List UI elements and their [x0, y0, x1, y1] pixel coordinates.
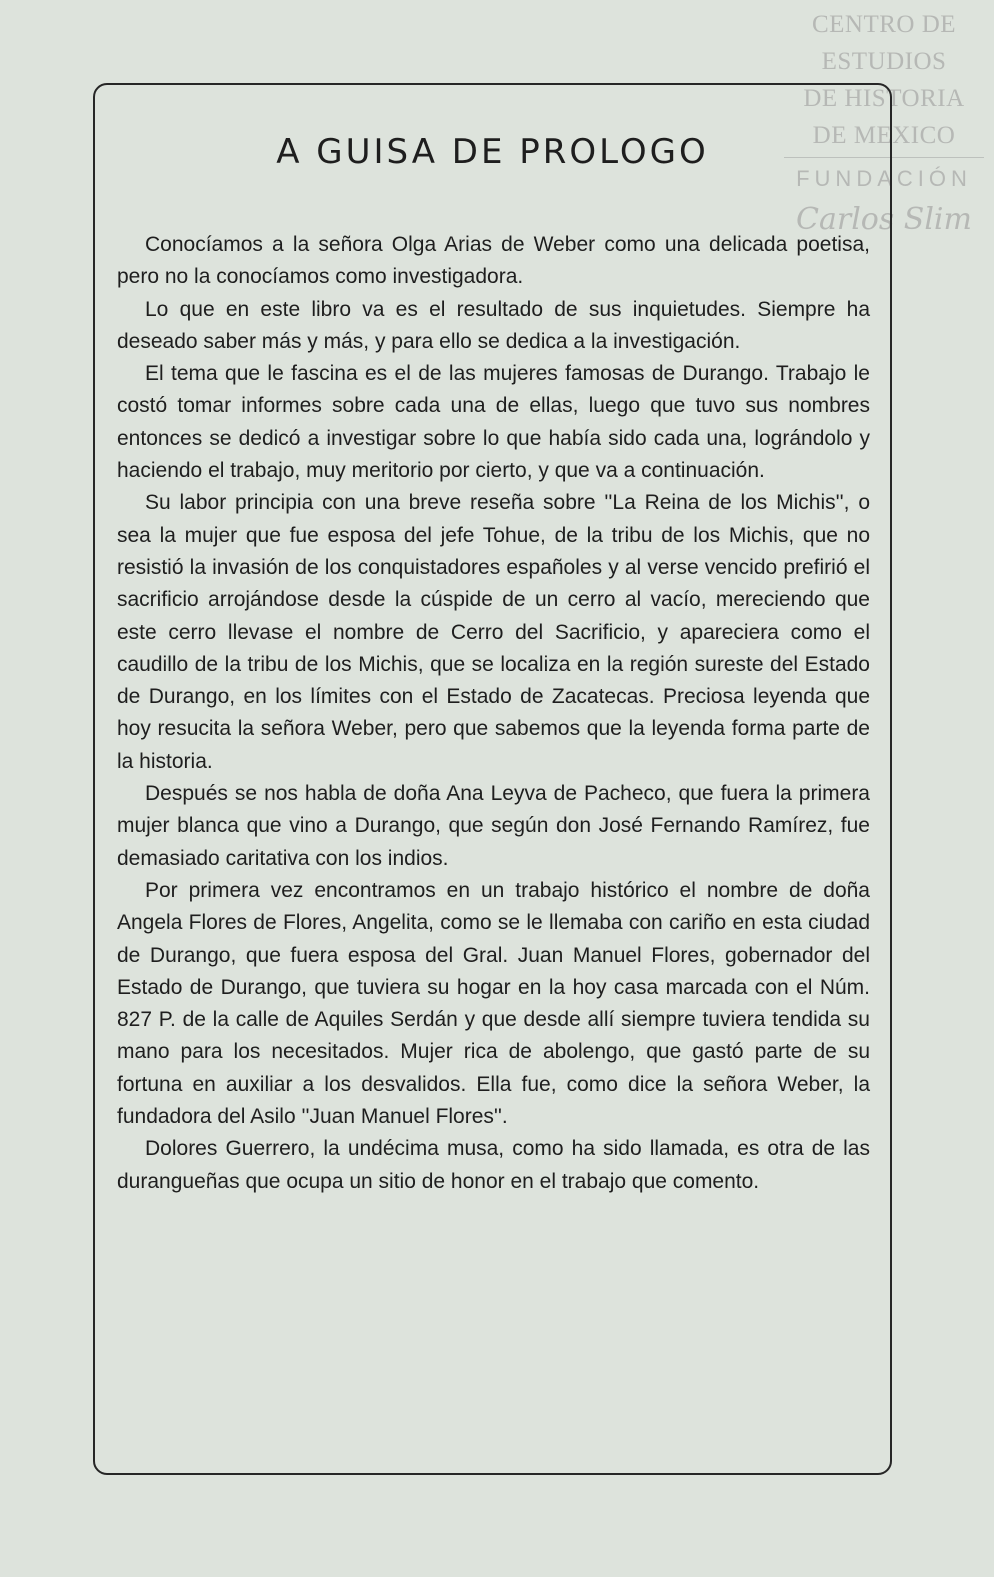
paragraph: Lo que en este libro va es el resultado de sus inquietudes. Siempre ha deseado saber más y más, y para ello se dedica a la investigación.: [117, 297, 870, 353]
watermark-foundation: FUNDACIÓN: [796, 166, 972, 191]
watermark-line: DE MEXICO: [812, 122, 956, 149]
paragraph: Por primera vez encontramos en un trabajo histórico el nombre de doña Angela Flores de Flores, Angelita, como se le llemaba con cariño en esta ciudad de Durango, que fuera esposa del Gral. Juan Manuel Flores, gobernador del Estado de Durango, que tuviera su hogar en la hoy casa marcada con el Núm. 827 P. de la calle de Aquiles Serdán y que desde allí siempre tuviera tendida su mano para los necesitados. Mujer rica de abolengo, que gastó parte de su fortuna en auxiliar a los desvalidos. Ella fue, como dice la señora Weber, la fundadora del Asilo ''Juan Manuel Flores''.: [117, 878, 870, 1129]
page-title: A GUISA DE PROLOGO: [276, 132, 709, 172]
watermark-line: DE HISTORIA: [803, 85, 965, 112]
paragraph: Conocíamos a la señora Olga Arias de Weber como una delicada poetisa, pero no la conocíamos como investigadora.: [117, 233, 870, 289]
paragraph: El tema que le fascina es el de las mujeres famosas de Durango. Trabajo le costó tomar informes sobre cada una de ellas, luego que tuvo sus nombres entonces se dedicó a investigar sobre lo que había sido cada una, lográndolo y haciendo el trabajo, muy meritorio por cierto, y que va a continuación.: [117, 362, 870, 483]
prologue-body: [117, 229, 870, 1198]
watermark-line: CENTRO DE: [811, 11, 957, 38]
paragraph: Después se nos habla de doña Ana Leyva de Pacheco, que fuera la primera mujer blanca que vino a Durango, que según don José Fernando Ramírez, fue demasiado caritativa con los indios.: [117, 782, 870, 870]
watermark-line: ESTUDIOS: [821, 48, 947, 75]
watermark-signature: Carlos Slim: [796, 202, 972, 237]
paragraph: Dolores Guerrero, la undécima musa, como ha sido llamada, es otra de las durangueñas que ocupa un sitio de honor en el trabajo que comento.: [117, 1137, 870, 1193]
paragraph: Su labor principia con una breve reseña sobre ''La Reina de los Michis'', o sea la mujer que fue esposa del jefe Tohue, de la tribu de los Michis, que no resistió la invasión de los conquistadores españoles y al verse vencido prefirió el sacrificio arrojándose desde la cúspide de un cerro al vacío, mereciendo que este cerro llevase el nombre de Cerro del Sacrificio, y apareciera como el caudillo de la tribu de los Michis, que se localiza en la región sureste del Estado de Durango, en los límites con el Estado de Zacatecas. Preciosa leyenda que hoy resucita la señora Weber, pero que sabemos que la leyenda forma parte de la historia.: [117, 491, 870, 773]
